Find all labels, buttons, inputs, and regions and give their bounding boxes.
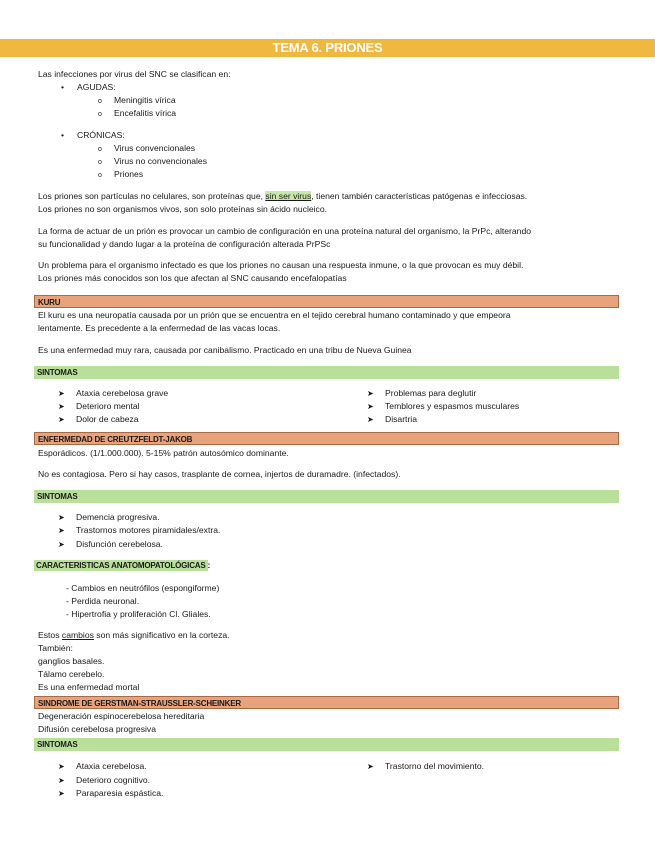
list-item: - Hipertrofia y proliferación Cl. Gliales. bbox=[66, 609, 211, 619]
list-item: o Virus no convencionales bbox=[98, 156, 207, 166]
circle-bullet-icon: o bbox=[98, 98, 102, 105]
kuru-text-line2: lentamente. Es precedente a la enfermedad de las vacas locas. bbox=[38, 323, 281, 333]
arrow-bullet-icon: ➤ bbox=[58, 789, 65, 798]
paragraph-priones-line2: Los priones no son organismos vivos, son solo proteínas sin ácido nucleico. bbox=[38, 204, 328, 214]
list-item: o Encefalitis vírica bbox=[98, 108, 177, 118]
kuru-text-line1: El kuru es una neuropatía causada por un prión que se encuentra en el tejido cerebral humano contaminado y que empeora bbox=[38, 310, 511, 320]
tambien-line: ganglios basales. bbox=[38, 656, 105, 666]
paragraph-inmune-line1: Un problema para el organismo infectado es que los priones no causan una respuesta inmune, o la que provocan es muy débil. bbox=[38, 260, 524, 270]
list-item: ➤ Temblores y espasmos musculares bbox=[367, 401, 520, 411]
list-item-agudas: • AGUDAS: bbox=[61, 82, 116, 92]
list-item: ➤ Problemas para deglutir bbox=[367, 388, 477, 398]
arrow-bullet-icon: ➤ bbox=[58, 415, 65, 424]
gss-text-line1: Degeneración espinocerebelosa hereditaria bbox=[38, 711, 205, 721]
intro-text: Las infecciones por virus del SNC se clasifican en: bbox=[38, 69, 231, 79]
arrow-bullet-icon: ➤ bbox=[58, 776, 65, 785]
gss-text-line2: Difusión cerebelosa progresiva bbox=[38, 724, 156, 734]
tambien-line: Tálamo cerebelo. bbox=[38, 669, 105, 679]
section-heading-cjd: ENFERMEDAD DE CREUTZFELDT-JAKOB bbox=[34, 432, 619, 445]
anatomopatologicas-heading: CARACTERISTICAS ANATOMOPATOLÓGICAS : bbox=[36, 560, 211, 570]
tambien-line: Es una enfermedad mortal bbox=[38, 682, 140, 692]
circle-bullet-icon: o bbox=[98, 111, 102, 118]
bullet-icon: • bbox=[61, 82, 65, 92]
cjd-text-line2: No es contagiosa. Pero si hay casos, trasplante de cornea, injertos de duramadre. (infectados). bbox=[38, 469, 401, 479]
list-item: ➤ Demencia progresiva. bbox=[58, 512, 160, 522]
arrow-bullet-icon: ➤ bbox=[367, 389, 374, 398]
paragraph-accion-line2: su funcionalidad y dando lugar a la proteína de configuración alterada PrPSc bbox=[38, 239, 331, 249]
list-item: ➤ Disfunción cerebelosa. bbox=[58, 539, 163, 549]
list-item: ➤ Deterioro cognitivo. bbox=[58, 775, 151, 785]
sintomas-heading-kuru: SINTOMAS bbox=[34, 366, 619, 379]
list-item: o Priones bbox=[98, 169, 144, 179]
list-item: o Virus convencionales bbox=[98, 143, 196, 153]
paragraph-accion-line1: La forma de actuar de un prión es provocar un cambio de configuración en una proteína natural del organismo, la PrPc, alterando bbox=[38, 226, 532, 236]
sintomas-heading-cjd: SINTOMAS bbox=[34, 490, 619, 503]
kuru-text-line3: Es una enfermedad muy rara, causada por canibalismo. Practicado en una tribu de Nueva Guinea bbox=[38, 345, 412, 355]
arrow-bullet-icon: ➤ bbox=[58, 389, 65, 398]
list-item: ➤ Ataxia cerebelosa grave bbox=[58, 388, 169, 398]
list-item: ➤ Ataxia cerebelosa. bbox=[58, 761, 147, 771]
tambien-line: También: bbox=[38, 643, 73, 653]
list-item: - Cambios en neutrófilos (espongiforme) bbox=[66, 583, 220, 593]
section-heading-kuru: KURU bbox=[34, 295, 619, 308]
circle-bullet-icon: o bbox=[98, 172, 102, 179]
arrow-bullet-icon: ➤ bbox=[367, 402, 374, 411]
paragraph-inmune-line2: Los priones más conocidos son los que afectan al SNC causando encefalopatías bbox=[38, 273, 347, 283]
arrow-bullet-icon: ➤ bbox=[58, 540, 65, 549]
circle-bullet-icon: o bbox=[98, 159, 102, 166]
section-heading-gss: SINDROME DE GERSTMAN-STRAUSSLER-SCHEINKER bbox=[34, 696, 619, 709]
cjd-text-line1: Esporádicos. (1/1.000.000). 5-15% patrón autosómico dominante. bbox=[38, 448, 289, 458]
bullet-icon: • bbox=[61, 130, 65, 140]
highlighted-text: sin ser virus bbox=[265, 191, 312, 201]
arrow-bullet-icon: ➤ bbox=[58, 513, 65, 522]
list-item: ➤ Dolor de cabeza bbox=[58, 414, 139, 424]
list-item: ➤ Deterioro mental bbox=[58, 401, 140, 411]
list-item: ➤ Trastorno del movimiento. bbox=[367, 761, 485, 771]
arrow-bullet-icon: ➤ bbox=[58, 402, 65, 411]
cambios-text: Estos cambios son más significativo en la corteza. bbox=[38, 630, 230, 640]
arrow-bullet-icon: ➤ bbox=[367, 415, 374, 424]
circle-bullet-icon: o bbox=[98, 146, 102, 153]
list-item: o Meningitis vírica bbox=[98, 95, 176, 105]
list-item: ➤ Disartria bbox=[367, 414, 417, 424]
sintomas-heading-gss: SINTOMAS bbox=[34, 738, 619, 751]
page-title: TEMA 6. PRIONES bbox=[0, 39, 655, 57]
list-item: ➤ Paraparesia espástica. bbox=[58, 788, 164, 798]
arrow-bullet-icon: ➤ bbox=[367, 762, 374, 771]
arrow-bullet-icon: ➤ bbox=[58, 762, 65, 771]
list-item: - Perdida neuronal. bbox=[66, 596, 140, 606]
arrow-bullet-icon: ➤ bbox=[58, 526, 65, 535]
list-item-cronicas: • CRÓNICAS: bbox=[61, 130, 125, 140]
list-item: ➤ Trastornos motores piramidales/extra. bbox=[58, 525, 221, 535]
paragraph-priones-line1: Los priones son partículas no celulares, son proteínas que, sin ser virus, tienen también características patógenas e infecciosas. bbox=[38, 191, 528, 201]
